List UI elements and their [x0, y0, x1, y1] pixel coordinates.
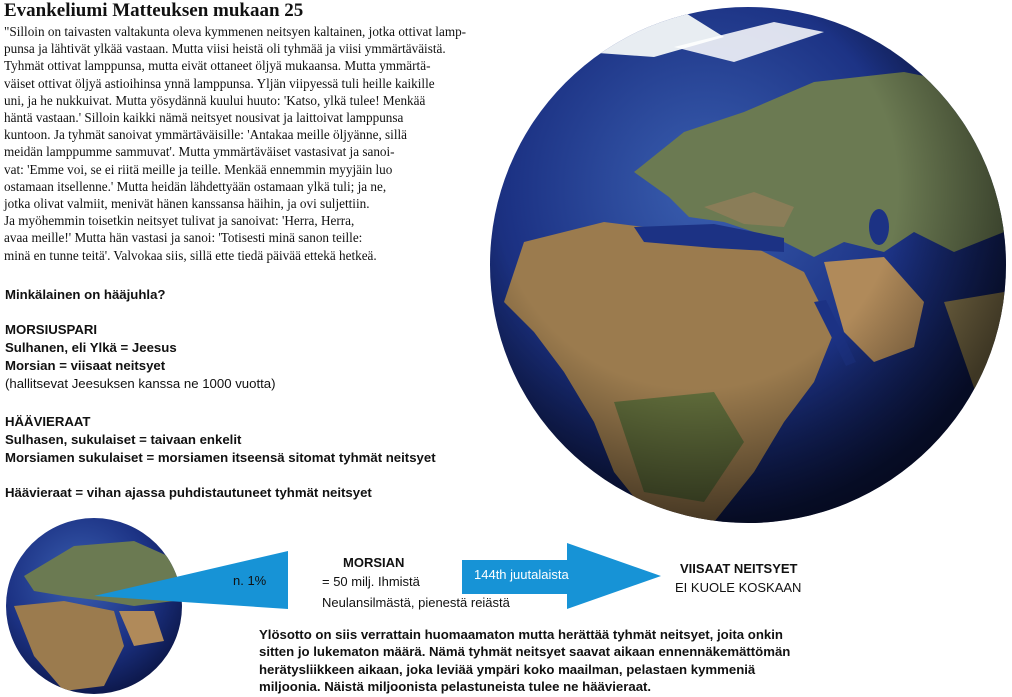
morsian-line: Neulansilmästä, pienestä reiästä [322, 595, 510, 610]
bottom-line: miljoonia. Näistä miljoonista pelastuneista tulee ne häävieraat. [259, 678, 652, 694]
question-heading: Minkälainen on hääjuhla? [5, 287, 166, 302]
scripture-quote [4, 23, 524, 264]
morsian-title: MORSIAN [343, 555, 405, 570]
viisaat-title: VIISAAT NEITSYET [680, 561, 798, 576]
quote-line: kuntoon. Ja tyhmät sanoivat ymmärtäväisille: 'Antakaa meille öljyänne, sillä [4, 127, 408, 143]
haavieraat-note: Häävieraat = vihan ajassa puhdistautuneet tyhmät neitsyet [5, 485, 372, 500]
morsiuspari-section [5, 321, 276, 393]
quote-line: ostamaan itsellenne.' Mutta heidän lähdettyään ostamaan ylkä tuli; ja ne, [4, 178, 387, 194]
haavieraat-line: Morsiamen sukulaiset = morsiamen itseensä sitomat tyhmät neitsyet [5, 450, 436, 465]
viisaat-subtitle: EI KUOLE KOSKAAN [675, 580, 802, 595]
morsian-line: = 50 milj. Ihmistä [322, 574, 420, 589]
funnel-percent-label: n. 1% [233, 573, 267, 588]
morsiuspari-line: (hallitsevat Jeesuksen kanssa ne 1000 vuotta) [5, 376, 276, 391]
earth-globe-large [484, 2, 1012, 528]
quote-line: uni, ja he nukkuivat. Mutta yösydännä kuului huuto: 'Katso, ylkä tulee! Menkää [4, 92, 426, 108]
quote-line: väiset ottivat öljyä astioihinsa ynnä lamppunsa. Yljän viipyessä tuli heille kaikille [4, 75, 435, 91]
haavieraat-section [5, 413, 436, 467]
morsiuspari-line: Morsian = viisaat neitsyet [5, 358, 166, 373]
morsiuspari-heading: MORSIUSPARI [5, 322, 98, 337]
quote-line: jotka olivat valmiit, menivät hänen kanssansa häihin, ja ovi suljettiin. [4, 196, 370, 212]
haavieraat-line: Sulhasen, sukulaiset = taivaan enkelit [5, 432, 242, 447]
quote-line: Ja myöhemmin toisetkin neitsyet tulivat ja sanoivat: 'Herra, Herra, [4, 213, 355, 229]
quote-line: Tyhmät ottivat lamppunsa, mutta eivät ottaneet öljyä mukaansa. Mutta ymmärtä- [4, 58, 431, 74]
quote-line: minä en tunne teitä'. Valvokaa siis, sillä ette tiedä päivää ettekä hetkeä. [4, 247, 377, 263]
morsiuspari-line: Sulhanen, eli Ylkä = Jeesus [5, 340, 177, 355]
quote-line: meidän lamppumme sammuvat'. Mutta ymmärtäväiset vastasivat ja sanoi- [4, 144, 395, 160]
bottom-line: Ylösotto on siis verrattain huomaamaton mutta herättää tyhmät neitsyet, joita onkin [259, 627, 783, 642]
bottom-paragraph [259, 626, 979, 695]
quote-line: "Silloin on taivasten valtakunta oleva kymmenen neitsyen kaltainen, jotka ottivat lamp- [4, 24, 467, 39]
quote-line: häntä vastaan.' Silloin kaikki nämä neitsyet nousivat ja laittoivat lamppunsa [4, 110, 404, 126]
haavieraat-heading: HÄÄVIERAAT [5, 414, 91, 429]
bottom-line: herätysliikkeen aikaan, joka leviää ympäri koko maailman, pelastaen kymmeniä [259, 661, 756, 677]
arrow-label: 144th juutalaista [474, 567, 569, 582]
quote-line: vat: 'Emme voi, se ei riitä meille ja teille. Menkää ennemmin myyjäin luo [4, 161, 393, 177]
page-title: Evankeliumi Matteuksen mukaan 25 [4, 0, 304, 21]
bottom-line: sitten jo lukematon määrä. Nämä tyhmät neitsyet saavat aikaan ennennäkemättömän [259, 644, 791, 660]
quote-line: punsa ja lähtivät ylkää vastaan. Mutta viisi heistä oli tyhmää ja viisi ymmärtäväistä. [4, 41, 446, 57]
quote-line: avaa meille!' Mutta hän vastasi ja sanoi: 'Totisesti minä sanon teille: [4, 230, 363, 246]
